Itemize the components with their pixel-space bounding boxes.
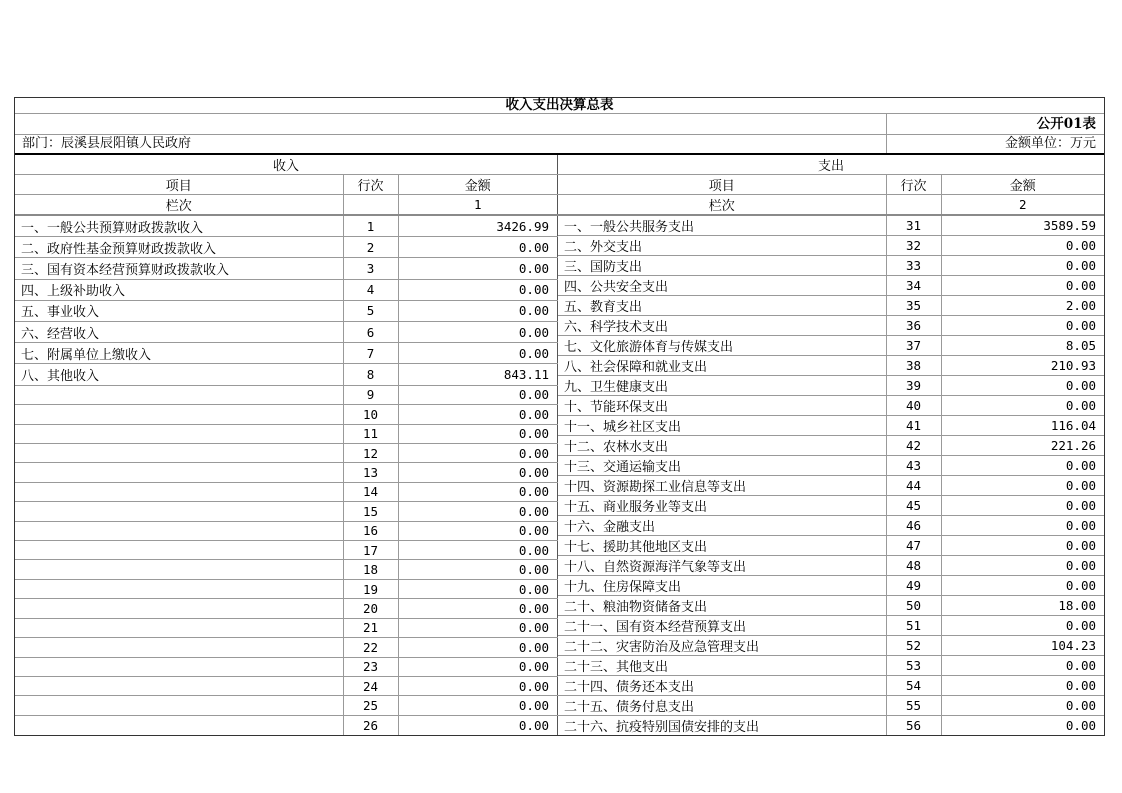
amount-cell: 18.00: [941, 596, 1104, 616]
item-cell: [15, 676, 343, 695]
line-no-cell: 38: [886, 356, 941, 376]
revenue-rows: [15, 215, 558, 735]
table-row: [15, 343, 558, 364]
amount-cell: 0.00: [941, 716, 1104, 736]
table-row: [558, 296, 1104, 316]
line-no-cell: 49: [886, 576, 941, 596]
table-row: [15, 618, 558, 637]
table-row: [15, 258, 558, 279]
amount-cell: 0.00: [398, 443, 558, 462]
table-row: [15, 215, 558, 237]
item-cell: 二十四、债务还本支出: [558, 676, 886, 696]
amount-cell: 0.00: [398, 521, 558, 540]
line-no-cell: 50: [886, 596, 941, 616]
amount-cell: 0.00: [941, 396, 1104, 416]
table-row: [558, 536, 1104, 556]
amount-cell: 0.00: [941, 496, 1104, 516]
item-cell: [15, 424, 343, 443]
column-header-amount: 金额: [941, 175, 1104, 195]
item-cell: 十八、自然资源海洋气象等支出: [558, 556, 886, 576]
item-cell: 九、卫生健康支出: [558, 376, 886, 396]
item-cell: [15, 638, 343, 657]
line-no-cell: 19: [343, 579, 398, 598]
table-row: [558, 356, 1104, 376]
line-no-cell: 39: [886, 376, 941, 396]
table-row: [15, 521, 558, 540]
line-no-cell: 1: [343, 215, 398, 237]
item-cell: 七、文化旅游体育与传媒支出: [558, 336, 886, 356]
line-no-cell: 11: [343, 424, 398, 443]
item-cell: [15, 443, 343, 462]
line-no-cell: 5: [343, 300, 398, 321]
amount-cell: 0.00: [941, 676, 1104, 696]
item-cell: [15, 482, 343, 501]
item-cell: [15, 405, 343, 424]
amount-cell: 3589.59: [941, 215, 1104, 236]
amount-cell: 0.00: [398, 599, 558, 618]
table-row: [558, 476, 1104, 496]
item-cell: 十七、援助其他地区支出: [558, 536, 886, 556]
expenditure-table: [558, 155, 1104, 735]
line-no-cell: 26: [343, 715, 398, 735]
table-row: [558, 396, 1104, 416]
revenue-lane-row: [15, 195, 558, 216]
item-cell: 三、国防支出: [558, 256, 886, 276]
amount-cell: 0.00: [941, 696, 1104, 716]
table-row: [15, 676, 558, 695]
item-cell: 一、一般公共服务支出: [558, 215, 886, 236]
revenue-section-row: [15, 155, 558, 175]
unit-label: 金额单位：万元: [886, 135, 1104, 153]
amount-cell: 104.23: [941, 636, 1104, 656]
line-no-cell: 9: [343, 385, 398, 404]
lane-empty: [886, 195, 941, 216]
amount-cell: 210.93: [941, 356, 1104, 376]
table-row: [558, 236, 1104, 256]
item-cell: 三、国有资本经营预算财政拨款收入: [15, 258, 343, 279]
lane-index: 2: [941, 195, 1104, 216]
line-no-cell: 31: [886, 215, 941, 236]
item-cell: [15, 657, 343, 676]
column-header-line-no: 行次: [886, 175, 941, 195]
item-cell: 八、社会保障和就业支出: [558, 356, 886, 376]
item-cell: 二、政府性基金预算财政拨款收入: [15, 237, 343, 258]
line-no-cell: 12: [343, 443, 398, 462]
amount-cell: 0.00: [941, 576, 1104, 596]
item-cell: [15, 715, 343, 735]
line-no-cell: 47: [886, 536, 941, 556]
line-no-cell: 14: [343, 482, 398, 501]
line-no-cell: 21: [343, 618, 398, 637]
line-no-cell: 4: [343, 279, 398, 300]
item-cell: 二十、粮油物资储备支出: [558, 596, 886, 616]
line-no-cell: 23: [343, 657, 398, 676]
table-row: [15, 638, 558, 657]
item-cell: 十五、商业服务业等支出: [558, 496, 886, 516]
item-cell: [15, 385, 343, 404]
table-row: [558, 316, 1104, 336]
amount-cell: 0.00: [398, 237, 558, 258]
form-code-label: 公开01表: [886, 114, 1104, 134]
amount-cell: 0.00: [398, 502, 558, 521]
table-row: [15, 300, 558, 321]
amount-cell: 0.00: [941, 656, 1104, 676]
amount-cell: 0.00: [398, 657, 558, 676]
lane-empty: [343, 195, 398, 216]
line-no-cell: 53: [886, 656, 941, 676]
line-no-cell: 41: [886, 416, 941, 436]
table-row: [15, 696, 558, 715]
amount-cell: 0.00: [398, 676, 558, 695]
item-cell: 一、一般公共预算财政拨款收入: [15, 215, 343, 237]
amount-cell: 3426.99: [398, 215, 558, 237]
meta-row: [15, 135, 1104, 153]
amount-cell: 0.00: [941, 476, 1104, 496]
table-row: [15, 279, 558, 300]
table-row: [15, 385, 558, 404]
column-header-amount: 金额: [398, 175, 558, 195]
table-row: [558, 616, 1104, 636]
line-no-cell: 54: [886, 676, 941, 696]
expenditure-columns-row: [558, 175, 1104, 195]
amount-cell: 0.00: [398, 618, 558, 637]
item-cell: 十、节能环保支出: [558, 396, 886, 416]
item-cell: 二十五、债务付息支出: [558, 696, 886, 716]
item-cell: 七、附属单位上缴收入: [15, 343, 343, 364]
table-row: [15, 482, 558, 501]
line-no-cell: 24: [343, 676, 398, 695]
table-row: [15, 237, 558, 258]
item-cell: 二、外交支出: [558, 236, 886, 256]
amount-cell: 843.11: [398, 364, 558, 385]
item-cell: 六、科学技术支出: [558, 316, 886, 336]
line-no-cell: 17: [343, 541, 398, 560]
item-cell: [15, 696, 343, 715]
lane-index: 1: [398, 195, 558, 216]
item-cell: [15, 521, 343, 540]
amount-cell: 221.26: [941, 436, 1104, 456]
amount-cell: 0.00: [941, 616, 1104, 636]
expenditure-section-row: [558, 155, 1104, 175]
amount-cell: 0.00: [398, 579, 558, 598]
item-cell: 五、事业收入: [15, 300, 343, 321]
line-no-cell: 25: [343, 696, 398, 715]
line-no-cell: 3: [343, 258, 398, 279]
item-cell: 十二、农林水支出: [558, 436, 886, 456]
revenue-table: [15, 155, 558, 735]
table-row: [558, 576, 1104, 596]
amount-cell: 0.00: [398, 638, 558, 657]
line-no-cell: 51: [886, 616, 941, 636]
item-cell: [15, 618, 343, 637]
table-row: [15, 560, 558, 579]
table-row: [558, 656, 1104, 676]
table-row: [15, 364, 558, 385]
line-no-cell: 45: [886, 496, 941, 516]
item-cell: 四、公共安全支出: [558, 276, 886, 296]
item-cell: 二十二、灾害防治及应急管理支出: [558, 636, 886, 656]
table-row: [558, 456, 1104, 476]
amount-cell: 116.04: [941, 416, 1104, 436]
item-cell: [15, 502, 343, 521]
form-code-spacer: [15, 114, 886, 134]
line-no-cell: 43: [886, 456, 941, 476]
line-no-cell: 13: [343, 463, 398, 482]
report-title: 收入支出决算总表: [15, 98, 1104, 114]
amount-cell: 0.00: [941, 516, 1104, 536]
table-row: [15, 424, 558, 443]
amount-cell: 0.00: [941, 556, 1104, 576]
amount-cell: 0.00: [941, 276, 1104, 296]
item-cell: [15, 560, 343, 579]
item-cell: 二十一、国有资本经营预算支出: [558, 616, 886, 636]
line-no-cell: 32: [886, 236, 941, 256]
line-no-cell: 20: [343, 599, 398, 618]
item-cell: 六、经营收入: [15, 322, 343, 343]
line-no-cell: 55: [886, 696, 941, 716]
item-cell: 十一、城乡社区支出: [558, 416, 886, 436]
table-row: [15, 502, 558, 521]
line-no-cell: 40: [886, 396, 941, 416]
table-row: [558, 556, 1104, 576]
table-row: [15, 541, 558, 560]
line-no-cell: 48: [886, 556, 941, 576]
amount-cell: 0.00: [398, 482, 558, 501]
amount-cell: 0.00: [398, 279, 558, 300]
revenue-section-header: 收入: [15, 155, 558, 175]
table-row: [15, 463, 558, 482]
lane-label: 栏次: [15, 195, 343, 216]
table-row: [558, 496, 1104, 516]
revenue-columns-row: [15, 175, 558, 195]
amount-cell: 0.00: [941, 456, 1104, 476]
amount-cell: 0.00: [398, 405, 558, 424]
table-row: [558, 416, 1104, 436]
item-cell: 二十六、抗疫特别国债安排的支出: [558, 716, 886, 736]
item-cell: [15, 599, 343, 618]
table-row: [15, 405, 558, 424]
amount-cell: 0.00: [398, 696, 558, 715]
table-grid: [15, 153, 1104, 735]
amount-cell: 0.00: [398, 715, 558, 735]
item-cell: 十九、住房保障支出: [558, 576, 886, 596]
amount-cell: 0.00: [398, 322, 558, 343]
amount-cell: 0.00: [398, 385, 558, 404]
line-no-cell: 36: [886, 316, 941, 336]
table-row: [558, 256, 1104, 276]
item-cell: 十六、金融支出: [558, 516, 886, 536]
table-row: [558, 376, 1104, 396]
line-no-cell: 35: [886, 296, 941, 316]
item-cell: [15, 579, 343, 598]
line-no-cell: 6: [343, 322, 398, 343]
table-row: [15, 443, 558, 462]
table-row: [558, 436, 1104, 456]
amount-cell: 0.00: [941, 236, 1104, 256]
line-no-cell: 7: [343, 343, 398, 364]
line-no-cell: 18: [343, 560, 398, 579]
table-row: [558, 596, 1104, 616]
amount-cell: 0.00: [398, 300, 558, 321]
table-row: [558, 516, 1104, 536]
line-no-cell: 16: [343, 521, 398, 540]
item-cell: [15, 463, 343, 482]
amount-cell: 0.00: [398, 424, 558, 443]
line-no-cell: 44: [886, 476, 941, 496]
item-cell: 二十三、其他支出: [558, 656, 886, 676]
table-row: [558, 636, 1104, 656]
amount-cell: 2.00: [941, 296, 1104, 316]
column-header-line-no: 行次: [343, 175, 398, 195]
table-row: [15, 657, 558, 676]
amount-cell: 0.00: [941, 376, 1104, 396]
item-cell: [15, 541, 343, 560]
line-no-cell: 10: [343, 405, 398, 424]
table-row: [558, 336, 1104, 356]
item-cell: 五、教育支出: [558, 296, 886, 316]
amount-cell: 0.00: [941, 256, 1104, 276]
line-no-cell: 15: [343, 502, 398, 521]
line-no-cell: 22: [343, 638, 398, 657]
table-row: [15, 715, 558, 735]
line-no-cell: 46: [886, 516, 941, 536]
item-cell: 十三、交通运输支出: [558, 456, 886, 476]
amount-cell: 0.00: [398, 463, 558, 482]
table-row: [15, 599, 558, 618]
lane-label: 栏次: [558, 195, 886, 216]
column-header-item: 项目: [558, 175, 886, 195]
item-cell: 四、上级补助收入: [15, 279, 343, 300]
expenditure-lane-row: [558, 195, 1104, 216]
line-no-cell: 56: [886, 716, 941, 736]
amount-cell: 8.05: [941, 336, 1104, 356]
table-row: [558, 676, 1104, 696]
line-no-cell: 42: [886, 436, 941, 456]
amount-cell: 0.00: [398, 560, 558, 579]
amount-cell: 0.00: [398, 258, 558, 279]
department-label: 部门：辰溪县辰阳镇人民政府: [22, 136, 192, 151]
table-row: [558, 215, 1104, 236]
line-no-cell: 52: [886, 636, 941, 656]
table-row: [558, 696, 1104, 716]
expenditure-section-header: 支出: [558, 155, 1104, 175]
table-row: [15, 579, 558, 598]
table-row: [558, 716, 1104, 736]
form-code-row: [15, 114, 1104, 135]
line-no-cell: 33: [886, 256, 941, 276]
amount-cell: 0.00: [941, 316, 1104, 336]
line-no-cell: 8: [343, 364, 398, 385]
expenditure-rows: [558, 215, 1104, 735]
table-row: [558, 276, 1104, 296]
line-no-cell: 2: [343, 237, 398, 258]
amount-cell: 0.00: [398, 541, 558, 560]
item-cell: 八、其他收入: [15, 364, 343, 385]
amount-cell: 0.00: [941, 536, 1104, 556]
column-header-item: 项目: [15, 175, 343, 195]
line-no-cell: 34: [886, 276, 941, 296]
item-cell: 十四、资源勘探工业信息等支出: [558, 476, 886, 496]
table-row: [15, 322, 558, 343]
line-no-cell: 37: [886, 336, 941, 356]
amount-cell: 0.00: [398, 343, 558, 364]
final-accounts-table: [14, 97, 1105, 736]
